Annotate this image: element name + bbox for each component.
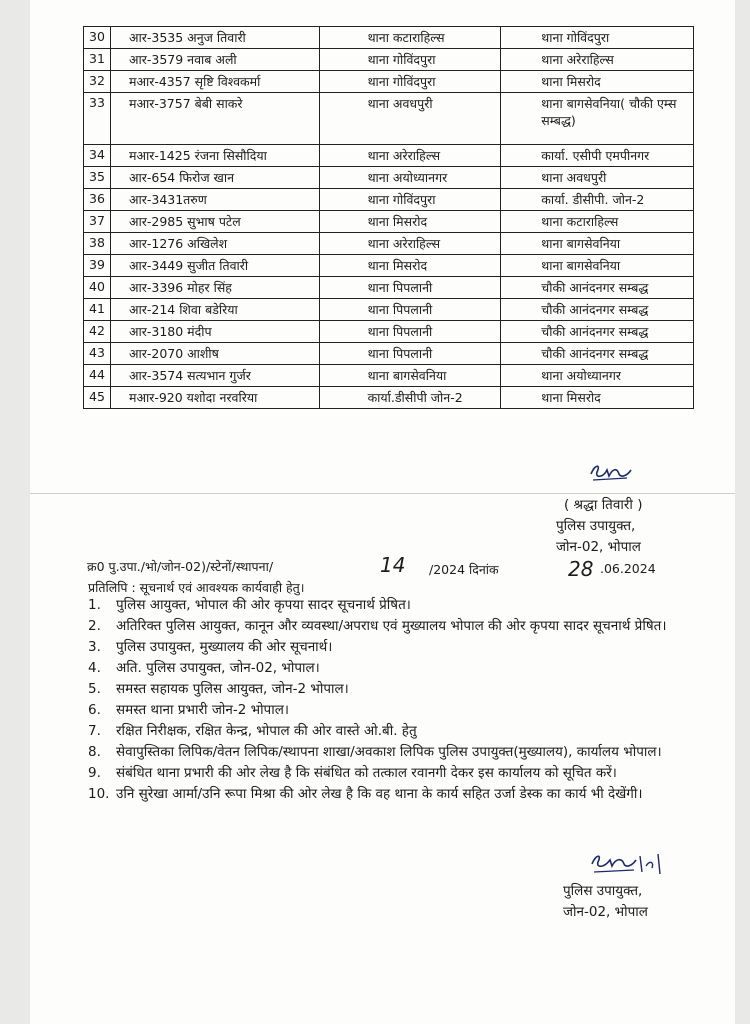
to-cell: थाना मिसरोद xyxy=(501,71,694,93)
to-cell: थाना बागसेवनिया xyxy=(501,255,694,277)
copy-list xyxy=(88,596,700,806)
copy-item xyxy=(88,722,700,741)
from-cell: थाना अवधपुरी xyxy=(319,93,501,145)
serial-cell: 42 xyxy=(84,321,111,343)
name-cell: मआर-1425 रंजना सिसौदिया xyxy=(110,145,319,167)
serial-cell: 45 xyxy=(84,387,111,409)
page-divider xyxy=(30,493,735,494)
copy-item-number: 2. xyxy=(88,618,101,634)
from-cell: थाना गोविंदपुरा xyxy=(319,49,501,71)
officer-zone-bottom: जोन-02, भोपाल xyxy=(563,904,648,920)
copy-item-number: 9. xyxy=(88,765,101,781)
officer-zone: जोन-02, भोपाल xyxy=(556,539,641,555)
from-cell: थाना अरेराहिल्स xyxy=(319,145,501,167)
from-cell: थाना गोविंदपुरा xyxy=(319,189,501,211)
name-cell: आर-3535 अनुज तिवारी xyxy=(110,27,319,49)
serial-cell: 40 xyxy=(84,277,111,299)
reference-date: .06.2024 xyxy=(600,561,656,576)
officer-designation-bottom: पुलिस उपायुक्त, xyxy=(563,883,643,899)
copy-item-text: संबंधित थाना प्रभारी की ओर लेख है कि संबंधित को तत्काल रवानगी देकर इस कार्यालय को सूचित करें। xyxy=(116,765,617,781)
table-row xyxy=(84,71,694,93)
cc-intro: प्रतिलिपि : सूचनार्थ एवं आवश्यक कार्यवाही हेतु। xyxy=(88,580,305,595)
table-row xyxy=(84,277,694,299)
from-cell: थाना पिपलानी xyxy=(319,343,501,365)
serial-cell: 30 xyxy=(84,27,111,49)
to-cell: चौकी आनंदनगर सम्बद्ध xyxy=(501,343,694,365)
serial-cell: 38 xyxy=(84,233,111,255)
table-row xyxy=(84,299,694,321)
to-cell: चौकी आनंदनगर सम्बद्ध xyxy=(501,299,694,321)
name-cell: मआर-4357 सृष्टि विश्वकर्मा xyxy=(110,71,319,93)
to-cell: थाना अवधपुरी xyxy=(501,167,694,189)
reference-year: /2024 दिनांक xyxy=(429,562,499,577)
to-cell: थाना बागसेवनिया( चौकी एम्स सम्बद्ध) xyxy=(501,93,694,145)
name-cell: आर-3431तरुण xyxy=(110,189,319,211)
name-cell: मआर-3757 बेबी साकरे xyxy=(110,93,319,145)
serial-cell: 34 xyxy=(84,145,111,167)
from-cell: थाना गोविंदपुरा xyxy=(319,71,501,93)
copy-item-number: 7. xyxy=(88,723,101,739)
from-cell: थाना पिपलानी xyxy=(319,321,501,343)
serial-cell: 39 xyxy=(84,255,111,277)
copy-item-number: 3. xyxy=(88,639,101,655)
from-cell: थाना अयोध्यानगर xyxy=(319,167,501,189)
copy-item-number: 1. xyxy=(88,597,101,613)
to-cell: थाना अरेराहिल्स xyxy=(501,49,694,71)
copy-item xyxy=(88,743,700,762)
signature-block-bottom xyxy=(563,881,648,923)
copy-item xyxy=(88,596,700,615)
to-cell: थाना अयोध्यानगर xyxy=(501,365,694,387)
name-cell: आर-1276 अखिलेश xyxy=(110,233,319,255)
signature-block-top xyxy=(556,495,642,558)
from-cell: थाना मिसरोद xyxy=(319,211,501,233)
to-cell: चौकी आनंदनगर सम्बद्ध xyxy=(501,321,694,343)
to-cell: थाना मिसरोद xyxy=(501,387,694,409)
table-row xyxy=(84,93,694,145)
table-row xyxy=(84,255,694,277)
serial-cell: 44 xyxy=(84,365,111,387)
from-cell: कार्या.डीसीपी जोन-2 xyxy=(319,387,501,409)
copy-item-text: अतिरिक्त पुलिस आयुक्त, कानून और व्यवस्था/अपराध एवं मुख्यालय भोपाल की ओर कृपया सादर सूचनार्थ प्रेषित। xyxy=(116,618,667,634)
signature-bottom xyxy=(588,848,668,878)
table-row xyxy=(84,211,694,233)
copy-item-text: रक्षित निरीक्षक, रक्षित केन्द्र, भोपाल की ओर वास्ते ओ.बी. हेतु xyxy=(116,723,417,739)
from-cell: थाना मिसरोद xyxy=(319,255,501,277)
name-cell: आर-214 शिवा बडेरिया xyxy=(110,299,319,321)
to-cell: थाना कटाराहिल्स xyxy=(501,211,694,233)
copy-item xyxy=(88,659,700,678)
table-row xyxy=(84,387,694,409)
from-cell: थाना पिपलानी xyxy=(319,277,501,299)
copy-item-text: पुलिस उपायुक्त, मुख्यालय की ओर सूचनार्थ। xyxy=(116,639,333,655)
copy-item-number: 4. xyxy=(88,660,101,676)
to-cell: थाना गोविंदपुरा xyxy=(501,27,694,49)
to-cell: चौकी आनंदनगर सम्बद्ध xyxy=(501,277,694,299)
copy-item-text: अति. पुलिस उपायुक्त, जोन-02, भोपाल। xyxy=(116,660,320,676)
name-cell: आर-3574 सत्यभान गुर्जर xyxy=(110,365,319,387)
copy-item-number: 10. xyxy=(88,786,110,802)
copy-item xyxy=(88,638,700,657)
name-cell: मआर-920 यशोदा नरवरिया xyxy=(110,387,319,409)
reference-number: 14 xyxy=(380,553,406,577)
serial-cell: 37 xyxy=(84,211,111,233)
table-row xyxy=(84,145,694,167)
table-row xyxy=(84,27,694,49)
copy-item-number: 8. xyxy=(88,744,101,760)
serial-cell: 43 xyxy=(84,343,111,365)
table-row xyxy=(84,233,694,255)
name-cell: आर-2985 सुभाष पटेल xyxy=(110,211,319,233)
serial-cell: 32 xyxy=(84,71,111,93)
table-row xyxy=(84,167,694,189)
copy-item xyxy=(88,701,700,720)
copy-item-number: 5. xyxy=(88,681,101,697)
name-cell: आर-3579 नवाब अली xyxy=(110,49,319,71)
copy-item-text: समस्त थाना प्रभारी जोन-2 भोपाल। xyxy=(116,702,289,718)
signature-top xyxy=(587,460,635,486)
copy-item xyxy=(88,785,700,804)
copy-item-text: समस्त सहायक पुलिस आयुक्त, जोन-2 भोपाल। xyxy=(116,681,349,697)
transfer-table xyxy=(83,26,694,409)
table-row xyxy=(84,189,694,211)
copy-item-text: सेवापुस्तिका लिपिक/वेतन लिपिक/स्थापना शाखा/अवकाश लिपिक पुलिस उपायुक्त(मुख्यालय), कार्यालय भोपाल। xyxy=(116,744,662,760)
copy-item-text: पुलिस आयुक्त, भोपाल की ओर कृपया सादर सूचनार्थ प्रेषित। xyxy=(116,597,411,613)
copy-item xyxy=(88,680,700,699)
officer-designation: पुलिस उपायुक्त, xyxy=(556,518,636,534)
name-cell: आर-3449 सुजीत तिवारी xyxy=(110,255,319,277)
to-cell: थाना बागसेवनिया xyxy=(501,233,694,255)
from-cell: थाना बागसेवनिया xyxy=(319,365,501,387)
table-row xyxy=(84,365,694,387)
table-row xyxy=(84,321,694,343)
to-cell: कार्या. डीसीपी. जोन-2 xyxy=(501,189,694,211)
from-cell: थाना पिपलानी xyxy=(319,299,501,321)
table-row xyxy=(84,49,694,71)
name-cell: आर-3180 मंदीप xyxy=(110,321,319,343)
officer-name: ( श्रद्धा तिवारी ) xyxy=(564,497,643,513)
reference-day: 28 xyxy=(568,557,594,581)
serial-cell: 35 xyxy=(84,167,111,189)
copy-item-text: उनि सुरेखा आर्मा/उनि रूपा मिश्रा की ओर लेख है कि वह थाना के कार्य सहित उर्जा डेस्क का कार्य भी देखेंगी। xyxy=(116,786,643,802)
serial-cell: 41 xyxy=(84,299,111,321)
serial-cell: 36 xyxy=(84,189,111,211)
serial-cell: 33 xyxy=(84,93,111,145)
table-row xyxy=(84,343,694,365)
reference-prefix: क्र0 पु.उपा./भो/जोन-02)/स्टेनों/स्थापना/ xyxy=(87,559,274,574)
copy-item xyxy=(88,617,700,636)
to-cell: कार्या. एसीपी एमपीनगर xyxy=(501,145,694,167)
copy-item xyxy=(88,764,700,783)
name-cell: आर-3396 मोहर सिंह xyxy=(110,277,319,299)
from-cell: थाना अरेराहिल्स xyxy=(319,233,501,255)
serial-cell: 31 xyxy=(84,49,111,71)
name-cell: आर-654 फिरोज खान xyxy=(110,167,319,189)
copy-item-number: 6. xyxy=(88,702,101,718)
from-cell: थाना कटाराहिल्स xyxy=(319,27,501,49)
name-cell: आर-2070 आशीष xyxy=(110,343,319,365)
